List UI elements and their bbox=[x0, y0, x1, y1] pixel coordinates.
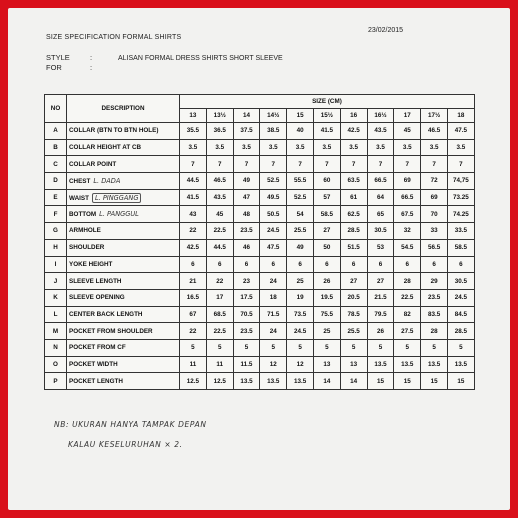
measurement-cell: 5 bbox=[287, 339, 314, 356]
measurement-cell: 19 bbox=[287, 289, 314, 306]
measurement-cell: 13.5 bbox=[447, 356, 474, 373]
row-description-cell bbox=[67, 239, 180, 256]
measurement-cell: 74.25 bbox=[447, 206, 474, 223]
row-description-cell bbox=[67, 339, 180, 356]
measurement-cell: 15 bbox=[421, 373, 448, 390]
row-description-cell bbox=[67, 223, 180, 240]
row-code: F bbox=[45, 206, 67, 223]
table-row bbox=[45, 239, 475, 256]
table-row bbox=[45, 139, 475, 156]
size-column-header: 16 bbox=[340, 109, 367, 123]
measurement-cell: 48 bbox=[233, 206, 260, 223]
measurement-cell: 5 bbox=[421, 339, 448, 356]
measurement-cell: 26 bbox=[313, 273, 340, 290]
row-code: L bbox=[45, 306, 67, 323]
measurement-cell: 6 bbox=[233, 256, 260, 273]
size-column-header: 17½ bbox=[421, 109, 448, 123]
measurement-cell: 7 bbox=[206, 156, 233, 173]
measurement-cell: 22 bbox=[206, 273, 233, 290]
no-header: NO bbox=[45, 95, 67, 123]
measurement-cell: 46.5 bbox=[206, 173, 233, 190]
table-row bbox=[45, 189, 475, 206]
measurement-cell: 58.5 bbox=[447, 239, 474, 256]
size-column-header: 13 bbox=[180, 109, 207, 123]
measurement-cell: 14 bbox=[340, 373, 367, 390]
measurement-cell: 30.5 bbox=[447, 273, 474, 290]
measurement-cell: 6 bbox=[367, 256, 394, 273]
document-title: SIZE SPECIFICATION FORMAL SHIRTS bbox=[46, 34, 182, 41]
measurement-cell: 66.5 bbox=[367, 173, 394, 190]
row-description-cell bbox=[67, 189, 180, 206]
measurement-cell: 16.5 bbox=[180, 289, 207, 306]
measurement-cell: 6 bbox=[421, 256, 448, 273]
size-column-header: 14½ bbox=[260, 109, 287, 123]
measurement-cell: 67.5 bbox=[394, 206, 421, 223]
measurement-cell: 12 bbox=[260, 356, 287, 373]
measurement-cell: 27 bbox=[313, 223, 340, 240]
measurement-cell: 24.5 bbox=[287, 323, 314, 340]
measurement-cell: 6 bbox=[447, 256, 474, 273]
measurement-cell: 70 bbox=[421, 206, 448, 223]
measurement-cell: 27 bbox=[340, 273, 367, 290]
size-column-header: 15½ bbox=[313, 109, 340, 123]
measurement-cell: 19.5 bbox=[313, 289, 340, 306]
measurement-cell: 3.5 bbox=[394, 139, 421, 156]
measurement-cell: 42.5 bbox=[340, 123, 367, 140]
measurement-cell: 22.5 bbox=[206, 223, 233, 240]
measurement-cell: 68.5 bbox=[206, 306, 233, 323]
measurement-cell: 5 bbox=[180, 339, 207, 356]
measurement-cell: 40 bbox=[287, 123, 314, 140]
table-row bbox=[45, 339, 475, 356]
measurement-cell: 14 bbox=[313, 373, 340, 390]
measurement-cell: 3.5 bbox=[421, 139, 448, 156]
handwritten-translation: L. DADA bbox=[93, 176, 121, 185]
measurement-cell: 7 bbox=[394, 156, 421, 173]
measurement-cell: 56.5 bbox=[421, 239, 448, 256]
measurement-cell: 13.5 bbox=[233, 373, 260, 390]
measurement-cell: 6 bbox=[340, 256, 367, 273]
measurement-cell: 33.5 bbox=[447, 223, 474, 240]
row-description-cell bbox=[67, 206, 180, 223]
table-row bbox=[45, 323, 475, 340]
measurement-cell: 52.5 bbox=[287, 189, 314, 206]
row-code: D bbox=[45, 173, 67, 190]
measurement-cell: 46.5 bbox=[421, 123, 448, 140]
measurement-cell: 23.5 bbox=[233, 323, 260, 340]
measurement-cell: 7 bbox=[180, 156, 207, 173]
measurement-cell: 6 bbox=[287, 256, 314, 273]
measurement-cell: 28 bbox=[394, 273, 421, 290]
measurement-cell: 12.5 bbox=[206, 373, 233, 390]
measurement-cell: 49.5 bbox=[260, 189, 287, 206]
measurement-cell: 26 bbox=[367, 323, 394, 340]
measurement-cell: 5 bbox=[206, 339, 233, 356]
measurement-cell: 7 bbox=[340, 156, 367, 173]
measurement-cell: 54.5 bbox=[394, 239, 421, 256]
measurement-cell: 3.5 bbox=[287, 139, 314, 156]
row-code: H bbox=[45, 239, 67, 256]
measurement-cell: 28 bbox=[421, 323, 448, 340]
measurement-cell: 24.5 bbox=[260, 223, 287, 240]
measurement-cell: 3.5 bbox=[340, 139, 367, 156]
table-row bbox=[45, 356, 475, 373]
measurement-cell: 3.5 bbox=[313, 139, 340, 156]
measurement-cell: 49 bbox=[233, 173, 260, 190]
size-column-header: 15 bbox=[287, 109, 314, 123]
measurement-cell: 23 bbox=[233, 273, 260, 290]
measurement-cell: 69 bbox=[394, 173, 421, 190]
measurement-cell: 51.5 bbox=[340, 239, 367, 256]
row-code: C bbox=[45, 156, 67, 173]
measurement-cell: 3.5 bbox=[367, 139, 394, 156]
row-description-cell bbox=[67, 156, 180, 173]
measurement-cell: 61 bbox=[340, 189, 367, 206]
measurement-cell: 5 bbox=[394, 339, 421, 356]
measurement-cell: 5 bbox=[260, 339, 287, 356]
row-description-cell bbox=[67, 323, 180, 340]
row-description: COLLAR (BTN TO BTN HOLE) bbox=[69, 127, 159, 135]
measurement-cell: 73.5 bbox=[287, 306, 314, 323]
row-description: BOTTOM bbox=[69, 211, 97, 219]
measurement-cell: 50 bbox=[313, 239, 340, 256]
measurement-cell: 63.5 bbox=[340, 173, 367, 190]
row-code: O bbox=[45, 356, 67, 373]
measurement-cell: 47 bbox=[233, 189, 260, 206]
measurement-cell: 3.5 bbox=[447, 139, 474, 156]
measurement-cell: 60 bbox=[313, 173, 340, 190]
row-description-cell bbox=[67, 139, 180, 156]
measurement-cell: 28.5 bbox=[447, 323, 474, 340]
row-description: POCKET FROM CF bbox=[69, 344, 126, 352]
measurement-cell: 78.5 bbox=[340, 306, 367, 323]
measurement-cell: 24.5 bbox=[447, 289, 474, 306]
measurement-cell: 22.5 bbox=[394, 289, 421, 306]
row-code: B bbox=[45, 139, 67, 156]
measurement-cell: 44.5 bbox=[206, 239, 233, 256]
row-description: SLEEVE LENGTH bbox=[69, 277, 122, 285]
measurement-cell: 22 bbox=[180, 323, 207, 340]
handwritten-note-line1: NB: UKURAN HANYA TAMPAK DEPAN bbox=[54, 420, 207, 429]
measurement-cell: 47.5 bbox=[260, 239, 287, 256]
style-label: STYLE bbox=[46, 53, 70, 62]
measurement-cell: 23.5 bbox=[233, 223, 260, 240]
row-code: A bbox=[45, 123, 67, 140]
row-code: E bbox=[45, 189, 67, 206]
style-colon: : bbox=[90, 53, 93, 62]
measurement-cell: 24 bbox=[260, 323, 287, 340]
measurement-cell: 17.5 bbox=[233, 289, 260, 306]
measurement-cell: 5 bbox=[367, 339, 394, 356]
measurement-cell: 52.5 bbox=[260, 173, 287, 190]
row-description: WAIST bbox=[69, 194, 89, 202]
row-description: CENTER BACK LENGTH bbox=[69, 310, 143, 318]
measurement-cell: 6 bbox=[206, 256, 233, 273]
measurement-cell: 11 bbox=[206, 356, 233, 373]
measurement-cell: 43.5 bbox=[367, 123, 394, 140]
measurement-cell: 45 bbox=[394, 123, 421, 140]
measurement-cell: 3.5 bbox=[180, 139, 207, 156]
table-row bbox=[45, 206, 475, 223]
measurement-cell: 13.5 bbox=[421, 356, 448, 373]
measurement-cell: 7 bbox=[287, 156, 314, 173]
table-row bbox=[45, 223, 475, 240]
row-description: COLLAR HEIGHT AT CB bbox=[69, 144, 142, 152]
measurement-cell: 5 bbox=[447, 339, 474, 356]
measurement-cell: 72 bbox=[421, 173, 448, 190]
measurement-cell: 36.5 bbox=[206, 123, 233, 140]
row-description-cell bbox=[67, 356, 180, 373]
measurement-cell: 67 bbox=[180, 306, 207, 323]
measurement-cell: 7 bbox=[233, 156, 260, 173]
measurement-cell: 25.5 bbox=[287, 223, 314, 240]
size-column-header: 16½ bbox=[367, 109, 394, 123]
measurement-cell: 25.5 bbox=[340, 323, 367, 340]
measurement-cell: 24 bbox=[260, 273, 287, 290]
measurement-cell: 23.5 bbox=[421, 289, 448, 306]
row-code: G bbox=[45, 223, 67, 240]
row-description: ARMHOLE bbox=[69, 227, 101, 235]
measurement-cell: 22 bbox=[180, 223, 207, 240]
measurement-cell: 50.5 bbox=[260, 206, 287, 223]
table-row bbox=[45, 273, 475, 290]
measurement-cell: 37.5 bbox=[233, 123, 260, 140]
row-code: I bbox=[45, 256, 67, 273]
style-value: ALISAN FORMAL DRESS SHIRTS SHORT SLEEVE bbox=[118, 55, 283, 62]
table-row bbox=[45, 173, 475, 190]
row-description: YOKE HEIGHT bbox=[69, 260, 113, 268]
size-column-header: 13½ bbox=[206, 109, 233, 123]
measurement-cell: 6 bbox=[394, 256, 421, 273]
measurement-cell: 13 bbox=[313, 356, 340, 373]
handwritten-translation: L. PINGGANG bbox=[92, 193, 142, 203]
size-header: SIZE (CM) bbox=[180, 95, 475, 109]
measurement-cell: 83.5 bbox=[421, 306, 448, 323]
measurement-cell: 7 bbox=[260, 156, 287, 173]
description-header: DESCRIPTION bbox=[67, 95, 180, 123]
table-row bbox=[45, 373, 475, 390]
measurement-cell: 69 bbox=[421, 189, 448, 206]
row-description-cell bbox=[67, 273, 180, 290]
measurement-cell: 3.5 bbox=[260, 139, 287, 156]
measurement-cell: 3.5 bbox=[233, 139, 260, 156]
measurement-cell: 15 bbox=[447, 373, 474, 390]
row-code: M bbox=[45, 323, 67, 340]
measurement-cell: 7 bbox=[313, 156, 340, 173]
row-code: N bbox=[45, 339, 67, 356]
measurement-cell: 11.5 bbox=[233, 356, 260, 373]
measurement-cell: 28.5 bbox=[340, 223, 367, 240]
size-column-header: 14 bbox=[233, 109, 260, 123]
document-page bbox=[8, 8, 510, 510]
table-row bbox=[45, 156, 475, 173]
table-row bbox=[45, 289, 475, 306]
row-description-cell bbox=[67, 123, 180, 140]
measurement-cell: 3.5 bbox=[206, 139, 233, 156]
measurement-cell: 12 bbox=[287, 356, 314, 373]
row-description: SLEEVE OPENING bbox=[69, 294, 125, 302]
for-label: FOR bbox=[46, 63, 62, 72]
measurement-cell: 43.5 bbox=[206, 189, 233, 206]
measurement-cell: 47.5 bbox=[447, 123, 474, 140]
measurement-cell: 15 bbox=[394, 373, 421, 390]
table-row bbox=[45, 306, 475, 323]
measurement-cell: 65 bbox=[367, 206, 394, 223]
size-column-header: 18 bbox=[447, 109, 474, 123]
measurement-cell: 13 bbox=[340, 356, 367, 373]
table-body bbox=[45, 123, 475, 390]
measurement-cell: 13.5 bbox=[367, 356, 394, 373]
measurement-cell: 27 bbox=[367, 273, 394, 290]
measurement-cell: 27.5 bbox=[394, 323, 421, 340]
table-row bbox=[45, 256, 475, 273]
row-description: POCKET FROM SHOULDER bbox=[69, 327, 153, 335]
measurement-cell: 12.5 bbox=[180, 373, 207, 390]
row-code: K bbox=[45, 289, 67, 306]
measurement-cell: 21 bbox=[180, 273, 207, 290]
measurement-cell: 70.5 bbox=[233, 306, 260, 323]
measurement-cell: 17 bbox=[206, 289, 233, 306]
measurement-cell: 82 bbox=[394, 306, 421, 323]
measurement-cell: 54 bbox=[287, 206, 314, 223]
row-description: COLLAR POINT bbox=[69, 160, 117, 168]
row-description-cell bbox=[67, 306, 180, 323]
for-colon: : bbox=[90, 63, 93, 72]
measurement-cell: 49 bbox=[287, 239, 314, 256]
row-description-cell bbox=[67, 173, 180, 190]
measurement-cell: 30.5 bbox=[367, 223, 394, 240]
table-row bbox=[45, 123, 475, 140]
handwritten-note-line2: KALAU KESELURUHAN × 2. bbox=[68, 440, 183, 449]
measurement-cell: 7 bbox=[367, 156, 394, 173]
size-spec-table bbox=[44, 94, 475, 390]
measurement-cell: 7 bbox=[447, 156, 474, 173]
row-description: SHOULDER bbox=[69, 244, 105, 252]
measurement-cell: 38.5 bbox=[260, 123, 287, 140]
measurement-cell: 35.5 bbox=[180, 123, 207, 140]
measurement-cell: 74,75 bbox=[447, 173, 474, 190]
measurement-cell: 5 bbox=[340, 339, 367, 356]
measurement-cell: 21.5 bbox=[367, 289, 394, 306]
measurement-cell: 13.5 bbox=[394, 356, 421, 373]
measurement-cell: 46 bbox=[233, 239, 260, 256]
measurement-cell: 75.5 bbox=[313, 306, 340, 323]
measurement-cell: 13.5 bbox=[260, 373, 287, 390]
row-description: POCKET WIDTH bbox=[69, 360, 118, 368]
measurement-cell: 64 bbox=[367, 189, 394, 206]
measurement-cell: 58.5 bbox=[313, 206, 340, 223]
measurement-cell: 84.5 bbox=[447, 306, 474, 323]
measurement-cell: 33 bbox=[421, 223, 448, 240]
measurement-cell: 6 bbox=[180, 256, 207, 273]
row-description: CHEST bbox=[69, 177, 91, 185]
measurement-cell: 6 bbox=[313, 256, 340, 273]
row-description-cell bbox=[67, 373, 180, 390]
measurement-cell: 43 bbox=[180, 206, 207, 223]
row-description-cell bbox=[67, 289, 180, 306]
measurement-cell: 73.25 bbox=[447, 189, 474, 206]
measurement-cell: 6 bbox=[260, 256, 287, 273]
measurement-cell: 29 bbox=[421, 273, 448, 290]
measurement-cell: 20.5 bbox=[340, 289, 367, 306]
measurement-cell: 79.5 bbox=[367, 306, 394, 323]
size-column-header: 17 bbox=[394, 109, 421, 123]
measurement-cell: 22.5 bbox=[206, 323, 233, 340]
handwritten-translation: L. PANGGUL bbox=[99, 210, 139, 219]
measurement-cell: 32 bbox=[394, 223, 421, 240]
row-code: J bbox=[45, 273, 67, 290]
measurement-cell: 62.5 bbox=[340, 206, 367, 223]
measurement-cell: 57 bbox=[313, 189, 340, 206]
row-code: P bbox=[45, 373, 67, 390]
measurement-cell: 71.5 bbox=[260, 306, 287, 323]
measurement-cell: 44.5 bbox=[180, 173, 207, 190]
measurement-cell: 42.5 bbox=[180, 239, 207, 256]
document-date: 23/02/2015 bbox=[368, 27, 404, 34]
measurement-cell: 13.5 bbox=[287, 373, 314, 390]
measurement-cell: 55.5 bbox=[287, 173, 314, 190]
measurement-cell: 11 bbox=[180, 356, 207, 373]
measurement-cell: 41.5 bbox=[180, 189, 207, 206]
measurement-cell: 18 bbox=[260, 289, 287, 306]
measurement-cell: 5 bbox=[313, 339, 340, 356]
measurement-cell: 66.5 bbox=[394, 189, 421, 206]
measurement-cell: 53 bbox=[367, 239, 394, 256]
row-description: POCKET LENGTH bbox=[69, 377, 123, 385]
measurement-cell: 5 bbox=[233, 339, 260, 356]
measurement-cell: 41.5 bbox=[313, 123, 340, 140]
measurement-cell: 25 bbox=[287, 273, 314, 290]
measurement-cell: 45 bbox=[206, 206, 233, 223]
measurement-cell: 7 bbox=[421, 156, 448, 173]
row-description-cell bbox=[67, 256, 180, 273]
measurement-cell: 15 bbox=[367, 373, 394, 390]
measurement-cell: 25 bbox=[313, 323, 340, 340]
